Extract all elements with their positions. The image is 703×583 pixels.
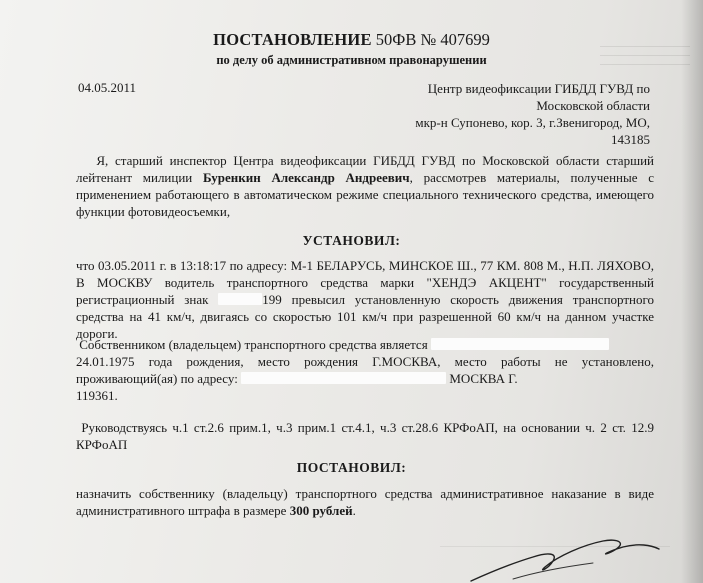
owner-text-4: 119361. [76, 388, 118, 403]
decision-text-1: назначить собственнику (владельцу) транспортного средства административное наказание в виде административного штрафа в размере [76, 486, 654, 518]
established-text-1: что 03.05.2011 г. в 13:18:17 по адресу: М-1 БЕЛАРУСЬ, МИНСКОЕ Ш., 77 КМ. 808 М., Н.П. ЛЯХОВО, В МОСКВУ водитель транспортного средства марки "ХЕНДЭ АКЦЕНТ" государственный регистрационный знак [76, 258, 654, 307]
issuer-line-2: Московской области [536, 98, 650, 113]
redacted-plate [218, 293, 262, 305]
redacted-owner-address [241, 372, 446, 384]
heading-decided: ПОСТАНОВИЛ: [296, 460, 407, 475]
title-word: ПОСТАНОВЛЕНИЕ [213, 30, 372, 49]
decision-paragraph [76, 485, 654, 519]
heading-established: УСТАНОВИЛ: [302, 233, 401, 248]
handwritten-signature [453, 523, 663, 583]
owner-text-3: МОСКВА Г. [449, 371, 518, 386]
intro-text-1: Я, старший инспектор Центра видеофиксации ГИБДД ГУВД по Московской области старший лейтенант милиции [76, 153, 655, 185]
document-title [0, 30, 703, 50]
issuer-line-4: 143185 [611, 132, 650, 147]
redacted-owner-name [431, 338, 609, 350]
fine-amount: 300 рублей [289, 503, 353, 518]
inspector-name: Буренкин Александр Андреевич [203, 170, 410, 185]
document-date: 04.05.2011 [78, 80, 137, 95]
issuer-line-3: мкр-н Супонево, кор. 3, г.Звенигород, МО, [415, 115, 650, 130]
intro-paragraph [76, 152, 654, 220]
decision-text-2: . [352, 503, 356, 518]
established-text-2: 199 превысил установленную скорость движения транспортного средства на 41 км/ч, двигаясь со скоростью 101 км/ч при разрешенной 60 км/ч на данном участке дороги. [76, 292, 654, 341]
intro-text-2: , рассмотрев материалы, полученные с применением работающего в автоматическом режиме специального технического средства, имеющего функции фотовидеосъемки, [76, 170, 654, 219]
guided-paragraph [76, 419, 654, 453]
document-subtitle: по делу об административном правонарушении [216, 53, 487, 67]
issuer-line-1: Центр видеофиксации ГИБДД ГУВД по [427, 81, 650, 96]
owner-paragraph [76, 336, 654, 404]
established-paragraph [76, 257, 654, 342]
guided-text: Руководствуясь ч.1 ст.2.6 прим.1, ч.3 прим.1 ст.4.1, ч.3 ст.28.6 КРФоАП, на основании ч. 2 ст. 12.9 КРФоАП [76, 420, 654, 452]
title-number: 50ФВ № 407699 [375, 30, 490, 49]
owner-text-2: 24.01.1975 года рождения, место рождения Г.МОСКВА, место работы не установлено, проживающий(ая) по адресу: [76, 354, 654, 386]
owner-text-1: Собственником (владельцем) транспортного средства является [79, 337, 428, 352]
issuer-address [350, 80, 650, 148]
